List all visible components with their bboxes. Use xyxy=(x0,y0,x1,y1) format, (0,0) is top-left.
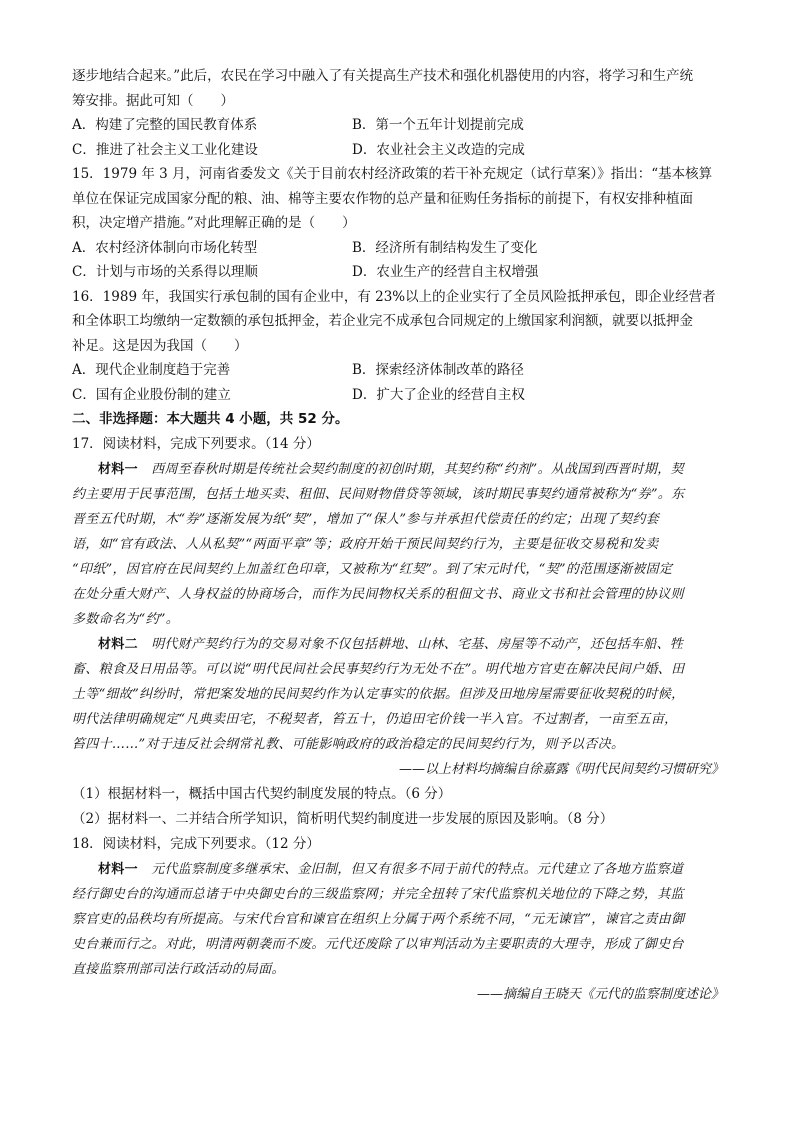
q17-heading: 17．阅读材料，完成下列要求。（14 分） xyxy=(72,435,320,452)
q17-material-1 xyxy=(72,457,724,632)
q15-stem-line-2: 单位在保证完成国家分配的粮、油、棉等主要农作物的总产量和征购任务指标的前提下，有权安排种植面 xyxy=(72,190,693,207)
q14-stem-line-2: 筹安排。据此可知（ ） xyxy=(72,92,234,109)
q16-stem-line-3: 补足。这是因为我国（ ） xyxy=(72,337,248,354)
q17-m1-label: 材料一 xyxy=(98,461,138,477)
q17-m1-line-5: “印纸”，因官府在民间契约上加盖红色印章，又被称为“红契”。到了宋元时代，“契”的范围逐渐被固定 xyxy=(72,561,673,577)
q17-m2-line-5: 笞四十……”对于违反社会纲常礼教、可能影响政府的政治稳定的民间契约行为，则予以否决。 xyxy=(72,736,625,752)
q18-m1-line-2: 经行御史台的沟通而总诸于中央御史台的三级监察网；并完全扭转了宋代监察机关地位的下降之势，其监 xyxy=(72,886,684,902)
q17-subquestion-2: （2）据材料一、二并结合所学知识，简析明代契约制度进一步发展的原因及影响。（8 分） xyxy=(72,810,614,827)
q14-options-row-1 xyxy=(72,113,724,138)
q14-stem-line-1: 逐步地结合起来。”此后，农民在学习中融入了有关提高生产技术和强化机器使用的内容，将学习和生产统 xyxy=(72,68,694,84)
q15-option-d[interactable]: D．农业生产的经营自主权增强 xyxy=(352,264,539,280)
section-2-title: 二、非选择题：本大题共 4 小题，共 52 分。 xyxy=(72,411,349,427)
q16-options-row-2 xyxy=(72,383,724,408)
q17-m2-line-3: 土等“细故”纠纷时，常把案发地的民间契约作为认定事实的依据。但涉及田地房屋需要征收契税的时候， xyxy=(72,686,685,702)
q15-option-b[interactable]: B．经济所有制结构发生了变化 xyxy=(352,239,538,256)
q14-option-a[interactable]: A．构建了完整的国民教育体系 xyxy=(72,117,258,133)
q15-stem-line-1: 15．1979 年 3 月，河南省委发文《关于目前农村经济政策的若干补充规定（试行草案）》指出：“基本核算 xyxy=(72,166,713,182)
q17-m2-line-1 xyxy=(72,632,724,657)
q18-m1-line-3: 察官吏的品秩均有所提高。与宋代台官和谏官在组织上分属于两个系统不同，“元无谏官”，谏官之责由御 xyxy=(72,911,685,927)
q15-options-row-1 xyxy=(72,236,724,261)
q17-m2-line-4: 明代法律明确规定“凡典卖田宅，不税契者，笞五十，仍追田宅价钱一半入官。不过割者，一亩至五亩， xyxy=(72,711,678,727)
q17-m2-label: 材料二 xyxy=(98,636,138,652)
q17-m1-line-6: 在处分重大财产、人身权益的协商场合，而作为民间物权关系的租佃文书、商业文书和社会管理的协议则 xyxy=(72,586,684,602)
q18-m1-line-5: 直接监察刑部司法行政活动的局面。 xyxy=(72,961,285,977)
q14-option-c[interactable]: C．推进了社会主义工业化建设 xyxy=(72,141,258,158)
q18-heading: 18．阅读材料，完成下列要求。（12 分） xyxy=(72,835,320,852)
q14-options-row-2 xyxy=(72,138,724,163)
q18-source: ——摘编自王晓天《元代的监察制度述论》 xyxy=(476,986,724,1002)
q14-option-d[interactable]: D．农业社会主义改造的完成 xyxy=(352,141,525,158)
q18-material-1 xyxy=(72,857,724,1007)
q17-m2-line-2: 畜、粮食及日用品等。可以说“明代民间社会民事契约行为无处不在”。明代地方官吏在解决民间户婚、田 xyxy=(72,661,685,677)
q16-option-a[interactable]: A．现代企业制度趋于完善 xyxy=(72,362,231,378)
exam-page xyxy=(72,64,724,1007)
q17-m1-line-1 xyxy=(72,457,724,482)
question-18 xyxy=(72,832,724,1007)
q17-m2-text-1: 明代财产契约行为的交易对象不仅包括耕地、山林、宅基、房屋等不动产，还包括车船、牲 xyxy=(137,636,684,652)
q17-source: ——以上材料均摘编自徐嘉露《明代民间契约习惯研究》 xyxy=(398,761,724,777)
question-17 xyxy=(72,432,724,832)
q15-options-row-2 xyxy=(72,260,724,285)
q18-m1-line-4: 史台兼而行之。对此，明清两朝袭而不废。元代还废除了以审判活动为主要职责的大理寺，形成了御史台 xyxy=(72,936,684,952)
q16-option-d[interactable]: D．扩大了企业的经营自主权 xyxy=(352,386,525,403)
q17-m1-line-4: 语，如“官有政法、人从私契”“两面平章”等；政府开始干预民间契约行为，主要是征收交易税和发卖 xyxy=(72,536,659,552)
q17-m1-text-1: 西周至春秋时期是传统社会契约制度的初创时期，其契约称“约剂”。从战国到西晋时期，契 xyxy=(137,461,684,477)
q18-m1-text-1: 元代监察制度多继承宋、金旧制，但又有很多不同于前代的特点。元代建立了各地方监察道 xyxy=(137,861,684,877)
q16-stem-line-1: 16．1989 年，我国实行承包制的国有企业中，有 23%以上的企业实行了全员风险抵押承包，即企业经营者 xyxy=(72,288,716,305)
question-16 xyxy=(72,285,724,408)
q17-material-2 xyxy=(72,632,724,782)
question-14 xyxy=(72,64,724,162)
q17-m1-line-2: 约主要用于民事范围，包括土地买卖、租佃、民间财物借贷等领域，该时期民事契约通常被称为“券”。东 xyxy=(72,486,685,502)
q15-option-c[interactable]: C．计划与市场的关系得以理顺 xyxy=(72,264,258,280)
question-15 xyxy=(72,162,724,285)
q16-options-row-1 xyxy=(72,358,724,383)
q16-stem-line-2: 和全体职工均缴纳一定数额的承包抵押金，若企业完不成承包合同规定的上缴国家利润额，就要以抵押金 xyxy=(72,313,693,329)
q17-m1-line-7: 多数命名为“约”。 xyxy=(72,611,179,627)
q18-m1-label: 材料一 xyxy=(98,861,138,877)
q18-m1-line-1 xyxy=(72,857,724,882)
q16-option-c[interactable]: C．国有企业股份制的建立 xyxy=(72,386,231,403)
q15-stem-line-3: 积，决定增产措施。”对此理解正确的是（ ） xyxy=(72,215,356,231)
q17-subquestion-1: （1）根据材料一，概括中国古代契约制度发展的特点。（6 分） xyxy=(72,785,452,802)
q14-option-b[interactable]: B．第一个五年计划提前完成 xyxy=(352,117,524,133)
q16-option-b[interactable]: B．探索经济体制改革的路径 xyxy=(352,362,524,378)
q17-m1-line-3: 晋至五代时期，木“券”逐渐发展为纸“契”，增加了“保人”参与并承担代偿责任的约定；出现了契约套 xyxy=(72,511,659,527)
q15-option-a[interactable]: A．农村经济体制向市场化转型 xyxy=(72,239,258,256)
